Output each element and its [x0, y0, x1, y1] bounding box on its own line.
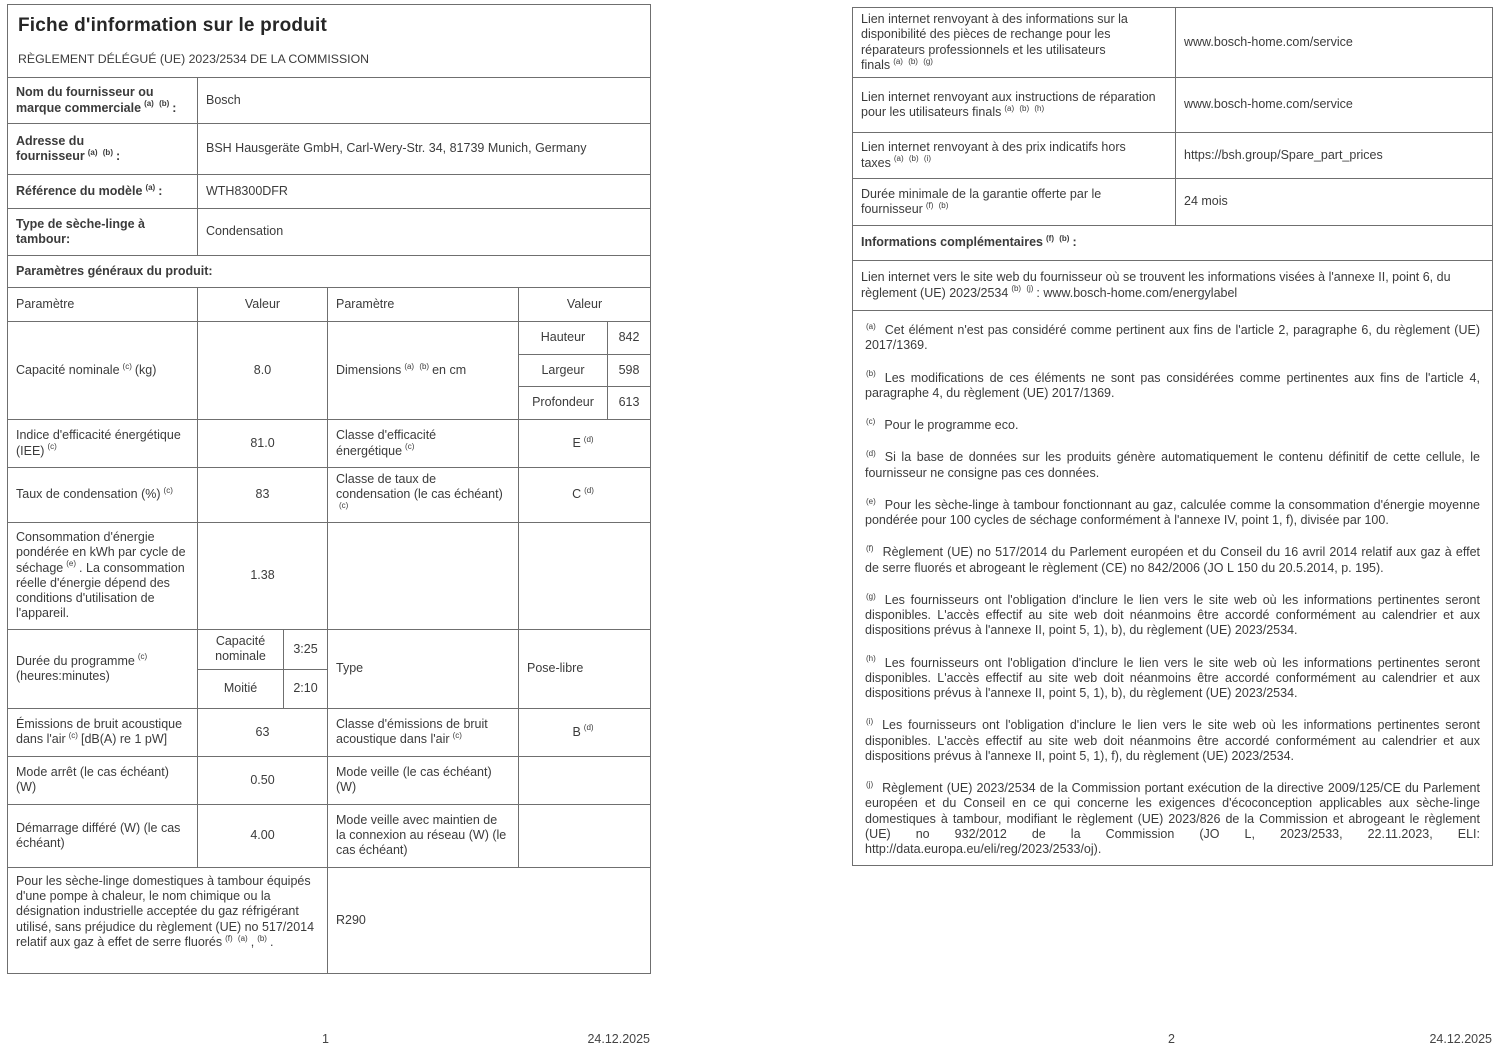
label-unit: en cm: [432, 362, 467, 377]
label-colon: :: [172, 100, 177, 115]
energylabel-link-row: [853, 261, 1493, 311]
dimension-depth-label: Profondeur: [519, 387, 608, 420]
label-text: Indice d'efficacité énergétique (IEE): [16, 428, 181, 458]
label-text: Adresse du fournisseur: [16, 133, 85, 163]
footnote-marker: (a): [866, 321, 876, 331]
repair-instructions-link-label: [853, 78, 1176, 133]
footnote-e: [865, 498, 1480, 529]
condensation-class-label: [328, 468, 519, 523]
dimension-height-label: Hauteur: [519, 322, 608, 355]
footnote-ref: (c): [68, 731, 78, 741]
footnote-text: Pour le programme eco.: [884, 418, 1019, 432]
label-text: Nom du fournisseur ou marque commerciale: [16, 85, 154, 115]
footnote-ref: (a) (b) (i): [893, 154, 931, 164]
footnote-marker: (j): [866, 779, 874, 789]
footnote-marker: (h): [866, 654, 876, 664]
dimension-depth-value: 613: [608, 387, 651, 420]
footnote-i: [865, 718, 1480, 764]
label-text: Lien internet renvoyant aux instructions de réparation pour les utilisateurs finals: [861, 89, 1156, 119]
general-parameters-header: Paramètres généraux du produit:: [8, 256, 651, 288]
footnote-ref: (d): [584, 486, 594, 496]
empty-parameter-cell: [328, 522, 519, 629]
duration-rated-label: Capacité nominale: [198, 629, 284, 669]
label-text: Référence du modèle: [16, 183, 143, 198]
spare-parts-link-label: [853, 8, 1176, 78]
noise-emission-label: [8, 708, 198, 756]
footnote-marker: (g): [866, 591, 876, 601]
footnote-ref: (f) (a): [225, 933, 248, 943]
label-text: Informations complémentaires: [861, 235, 1043, 250]
footnote-ref: (e): [66, 559, 77, 569]
noise-class-label: [328, 708, 519, 756]
indicative-prices-link-label: [853, 133, 1176, 179]
footnote-text: Les modifications de ces éléments ne sont pas considérées comme pertinentes aux fins de l'article 4, paragraphe 4, du règlement (UE) 2017/1369.: [865, 370, 1480, 400]
additional-information-header: [853, 226, 1493, 261]
standby-mode-label: Mode veille (le cas échéant) (W): [328, 756, 519, 804]
footnote-c: [865, 418, 1480, 433]
label-text: Taux de condensation (%): [16, 487, 161, 502]
page1-number: 1: [322, 1032, 329, 1046]
footnote-text: Si la base de données sur les produits génère automatiquement le contenu définitif de cette cellule, le fournisseur ne consigne pas ces données.: [865, 450, 1480, 480]
value-text: E: [572, 435, 581, 450]
label-text-2: . La consommation réelle d'énergie dépend des conditions d'utilisation de l'appareil.: [16, 560, 185, 621]
label-text: Classe de taux de condensation (le cas échéant): [336, 472, 503, 502]
footnote-ref: (a) (b): [404, 361, 430, 371]
footnote-ref: (c): [163, 486, 173, 496]
label-text: Classe d'émissions de bruit acoustique dans l'air: [336, 717, 488, 747]
condensation-rate-label: [8, 468, 198, 523]
dimension-width-label: Largeur: [519, 355, 608, 387]
footnote-ref: (c): [137, 652, 148, 662]
footnote-g: [865, 593, 1480, 639]
repair-instructions-link-value: www.bosch-home.com/service: [1176, 78, 1493, 133]
product-fiche-table: [7, 4, 651, 974]
condensation-class-value: [519, 468, 651, 523]
label-text: Durée minimale de la garantie offerte par le fournisseur: [861, 186, 1102, 216]
duration-half-label: Moitié: [198, 669, 284, 708]
footnotes-block: [853, 311, 1493, 866]
footnote-marker: (f): [866, 544, 874, 554]
col-header-value-2: Valeur: [519, 288, 651, 322]
footnote-a: [865, 323, 1480, 354]
links-and-footnotes-table: [852, 7, 1493, 866]
energy-efficiency-index-value: 81.0: [198, 420, 328, 468]
indicative-prices-link-value: https://bsh.group/Spare_part_prices: [1176, 133, 1493, 179]
footnote-marker: (d): [866, 449, 876, 459]
value-text: C: [572, 487, 582, 502]
refrigerant-value: R290: [328, 867, 651, 973]
minimum-warranty-value: 24 mois: [1176, 179, 1493, 226]
label-colon: :: [115, 149, 121, 163]
delayed-start-value: 4.00: [198, 804, 328, 867]
footnote-marker: (i): [866, 717, 874, 727]
footnote-text: Cet élément n'est pas considéré comme pertinent aux fins de l'article 2, paragraphe 6, du règlement (UE) 2017/1369.: [865, 323, 1480, 353]
programme-duration-label: [8, 629, 198, 708]
footnote-ref: (a): [145, 182, 156, 192]
label-text: Dimensions: [336, 362, 402, 377]
footnote-text: Règlement (UE) no 517/2014 du Parlement européen et du Conseil du 16 avril 2014 relatif aux gaz à effet de serre fluorés et abrogeant le règlement (CE) no 842/2006 (JO L 150 du 20.5.2014, p. 195).: [865, 545, 1480, 575]
value-text: B: [572, 724, 581, 739]
label-text-2: : www.bosch-home.com/energylabel: [1036, 285, 1238, 300]
footnote-f: [865, 545, 1480, 576]
label-unit: (kg): [134, 362, 157, 377]
footnote-ref: (b): [257, 933, 267, 943]
footnote-text: Règlement (UE) 2023/2534 de la Commission portant exécution de la directive 2009/125/CE du Parlement européen et du Conseil en ce qui concerne les exigences d'écoconception applicables aux sèche-linge domestiques à tambour, modifiant le règlement (UE) 2023/826 de la Commission et abrogeant le règlement (UE) no 932/2012 de la Commission (JO L, 2023/2533, 22.11.2023, ELI: http://data.europa.eu/eli/reg/2023/2533/oj).: [865, 781, 1480, 856]
minimum-warranty-label: [853, 179, 1176, 226]
label-text: Durée du programme: [16, 653, 135, 668]
model-reference-label: [8, 175, 198, 209]
col-header-parameter-1: Paramètre: [8, 288, 198, 322]
label-unit: (heures:minutes): [16, 668, 110, 683]
footnote-ref: (a) (b) (g): [893, 56, 933, 66]
energy-class-label: [328, 420, 519, 468]
energy-efficiency-index-label: [8, 420, 198, 468]
duration-rated-value: 3:25: [284, 629, 328, 669]
dimension-height-value: 842: [608, 322, 651, 355]
label-colon: :: [1072, 235, 1077, 250]
footnote-ref: (b) (j): [1011, 284, 1034, 294]
page-title: Fiche d'information sur le produit: [18, 15, 327, 36]
page2-number: 2: [1168, 1032, 1175, 1046]
footnote-ref: (c): [47, 442, 57, 452]
off-mode-label: Mode arrêt (le cas échéant) (W): [8, 756, 198, 804]
installation-type-label: Type: [328, 629, 519, 708]
footnote-j: [865, 781, 1480, 857]
condensation-rate-value: 83: [198, 468, 328, 523]
col-header-value-1: Valeur: [198, 288, 328, 322]
rated-capacity-value: 8.0: [198, 322, 328, 420]
networked-standby-value: [519, 804, 651, 867]
footnote-ref: (f) (b): [925, 200, 949, 210]
refrigerant-label: [8, 867, 328, 973]
installation-type-value: Pose-libre: [519, 629, 651, 708]
label-colon: :: [158, 183, 163, 198]
label-text: Lien internet vers le site web du fournisseur où se trouvent les informations visées à l'annexe II, point 6, du règlement (UE) 2023/2534: [861, 270, 1451, 300]
model-reference-value: WTH8300DFR: [198, 175, 651, 209]
label-text: Lien internet renvoyant à des informations sur la disponibilité des pièces de rechange pour les réparateurs professionnels et les utilisateurs finals: [861, 12, 1128, 72]
supplier-address-label: [8, 124, 198, 175]
footnote-ref: (d): [583, 434, 594, 444]
footnote-ref: (c): [339, 501, 349, 511]
label-text-2: ,: [250, 934, 255, 949]
footnote-marker: (b): [866, 369, 876, 379]
footnote-ref: (d): [583, 723, 594, 733]
footnote-text: Les fournisseurs ont l'obligation d'inclure le lien vers le site web où les informations pertinentes seront disponibles. L'accès effectif au site web doit néanmoins être accordé conformément au calendrier et aux dispositions prévus à l'annexe II, point 5, 1), b), du règlement (UE) 2023/2534.: [865, 592, 1480, 638]
networked-standby-label: Mode veille avec maintien de la connexion au réseau (W) (le cas échéant): [328, 804, 519, 867]
page2-date: 24.12.2025: [1429, 1032, 1492, 1046]
label-unit: [dB(A) re 1 pW]: [80, 732, 168, 747]
dimension-width-value: 598: [608, 355, 651, 387]
duration-half-value: 2:10: [284, 669, 328, 708]
label-text: Consommation d'énergie pondérée en kWh par cycle de séchage: [16, 530, 186, 575]
label-text: Capacité nominale: [16, 362, 120, 377]
noise-class-value: [519, 708, 651, 756]
empty-value-cell: [519, 522, 651, 629]
footnote-marker: (e): [866, 496, 876, 506]
footnote-ref: (a) (b): [87, 147, 113, 157]
standby-mode-value: [519, 756, 651, 804]
footnote-d: [865, 450, 1480, 481]
dryer-type-label: Type de sèche-linge à tambour:: [8, 209, 198, 256]
supplier-name-value: Bosch: [198, 78, 651, 124]
dimensions-label: [328, 322, 519, 420]
footnote-ref: (c): [405, 442, 415, 452]
footnote-ref: (c): [122, 361, 132, 371]
supplier-address-value: BSH Hausgeräte GmbH, Carl-Wery-Str. 34, 81739 Munich, Germany: [198, 124, 651, 175]
supplier-name-label: [8, 78, 198, 124]
label-text-3: .: [269, 934, 274, 949]
noise-emission-value: 63: [198, 708, 328, 756]
footnote-b: [865, 371, 1480, 402]
col-header-parameter-2: Paramètre: [328, 288, 519, 322]
delayed-start-label: Démarrage différé (W) (le cas échéant): [8, 804, 198, 867]
regulation-subtitle: RÈGLEMENT DÉLÉGUÉ (UE) 2023/2534 DE LA COMMISSION: [18, 52, 370, 67]
off-mode-value: 0.50: [198, 756, 328, 804]
footnote-text: Pour les sèche-linge à tambour fonctionnant au gaz, calculée comme la consommation d'énergie moyenne pondérée pour 100 cycles de séchage conformément à l'annexe IV, point 1, f), divisée par 100.: [865, 497, 1480, 527]
footnote-text: Les fournisseurs ont l'obligation d'inclure le lien vers le site web où les informations pertinentes seront disponibles. L'accès effectif au site web doit néanmoins être accordé conformément au calendrier et aux dispositions prévus à l'annexe II, point 5, 1), b), du règlement (UE) 2023/2534.: [865, 655, 1480, 700]
footnote-ref: (a) (b) (h): [1004, 103, 1045, 113]
energy-consumption-value: 1.38: [198, 522, 328, 629]
document-header: [8, 5, 651, 78]
footnote-ref: (a) (b): [144, 99, 170, 109]
dryer-type-value: Condensation: [198, 209, 651, 256]
footnote-text: Les fournisseurs ont l'obligation d'inclure le lien vers le site web où les informations pertinentes seront disponibles. L'accès effectif au site web doit néanmoins être accordé conformément au calendrier et aux dispositions prévus à l'annexe II, point 5, 1), f), du règlement (UE) 2023/2534.: [865, 718, 1480, 763]
label-text: Lien internet renvoyant à des prix indicatifs hors taxes: [861, 140, 1126, 170]
label-text: Émissions de bruit acoustique dans l'air: [16, 717, 183, 747]
energy-class-value: [519, 420, 651, 468]
footnote-marker: (c): [866, 416, 876, 426]
page1-date: 24.12.2025: [587, 1032, 650, 1046]
label-text: Classe d'efficacité énergétique: [336, 428, 437, 458]
footnote-ref: (c): [452, 731, 462, 741]
energy-consumption-label: [8, 522, 198, 629]
rated-capacity-label: [8, 322, 198, 420]
spare-parts-link-value: www.bosch-home.com/service: [1176, 8, 1493, 78]
footnote-ref: (f) (b): [1046, 234, 1070, 244]
footnote-h: [865, 656, 1480, 702]
label-text: Pour les sèche-linge domestiques à tambour équipés d'une pompe à chaleur, le nom chimique ou la désignation industrielle acceptée du gaz réfrigérant utilisé, sans préjudice du règlement (UE) no 517/2014 relatif aux gaz à effet de serre fluorés: [16, 873, 315, 949]
